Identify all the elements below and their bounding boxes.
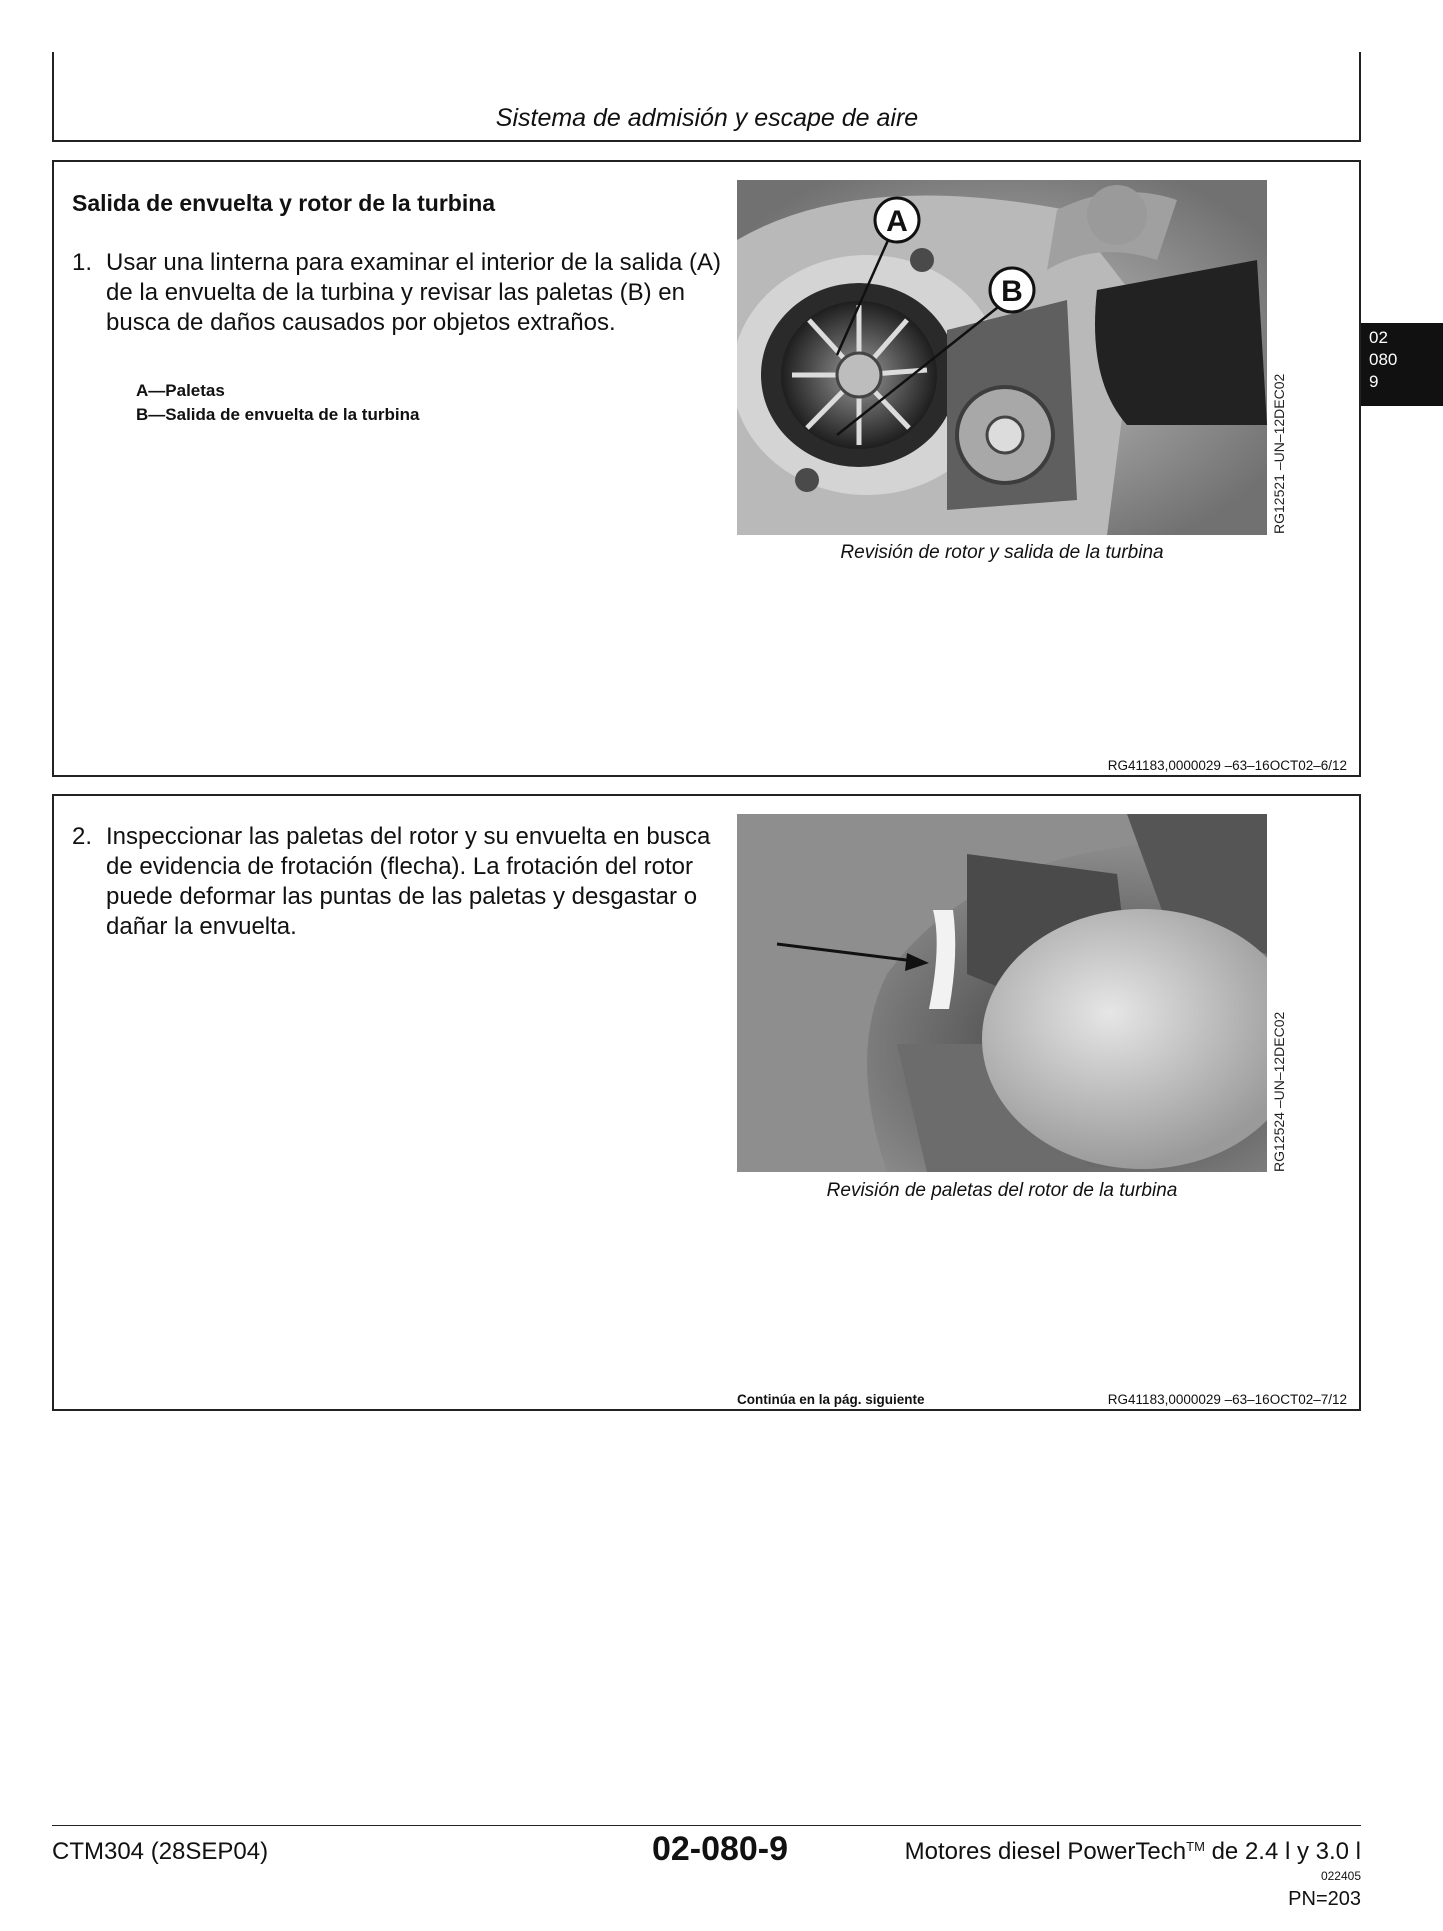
pn-code: PN=203 — [1288, 1888, 1361, 1910]
section-title: Salida de envuelta y rotor de la turbina — [72, 190, 496, 216]
header-rule — [52, 140, 1361, 142]
page-number: 02-080-9 — [651, 1830, 789, 1868]
step-text: Usar una linterna para examinar el interior de la salida (A) de la envuelta de la turbina y revisar las paletas (B) en busca de daños causados por objetos extraños. — [106, 249, 721, 336]
rotor-blades-photo — [737, 814, 1267, 1172]
figure-legend — [136, 379, 419, 427]
procedure-step-2 — [72, 822, 732, 942]
continues-next-page: Continúa en la pág. siguiente — [737, 1392, 925, 1407]
step-text: Inspeccionar las paletas del rotor y su envuelta en busca de evidencia de frotación (flecha). La frotación del rotor puede deformar las puntas de las paletas y desgastar o dañar la envuelta. — [106, 823, 711, 940]
step-number: 1. — [72, 249, 93, 276]
callout-b-label: B — [1001, 275, 1023, 308]
reference-code: RG41183,0000029 –63–16OCT02–6/12 — [1107, 758, 1347, 773]
step-number: 2. — [72, 823, 93, 850]
date-code: 022405 — [1320, 1869, 1361, 1883]
legend-item-a: A—Paletas — [136, 381, 225, 400]
section-tab — [1361, 323, 1443, 406]
manual-code: CTM304 (28SEP04) — [52, 1838, 269, 1865]
rotor-blades-illustration — [737, 814, 1267, 1172]
figure-code: RG12524 –UN–12DEC02 — [1271, 1011, 1287, 1172]
manual-title-suffix: de 2.4 l y 3.0 l — [1204, 1838, 1361, 1865]
reference-code: RG41183,0000029 –63–16OCT02–7/12 — [1107, 1392, 1347, 1407]
turbine-outlet-photo — [737, 180, 1267, 535]
manual-title-text: Motores diesel PowerTech — [904, 1838, 1187, 1865]
turbine-outlet-illustration — [737, 180, 1267, 535]
figure-code: RG12521 –UN–12DEC02 — [1271, 373, 1287, 534]
procedure-step-1 — [72, 248, 732, 338]
section-tab-line: 9 — [1369, 372, 1379, 391]
footer-rule — [52, 1825, 1361, 1826]
figure-caption: Revisión de rotor y salida de la turbina — [840, 542, 1164, 563]
procedure-section-1 — [52, 160, 1361, 777]
manual-title — [905, 1838, 1361, 1866]
legend-item-b: B—Salida de envuelta de la turbina — [136, 405, 420, 424]
callout-a-label: A — [886, 205, 908, 238]
section-tab-line: 02 — [1369, 328, 1388, 347]
section-tab-line: 080 — [1369, 350, 1398, 369]
procedure-section-2 — [52, 794, 1361, 1411]
page-header-title: Sistema de admisión y escape de aire — [495, 104, 919, 132]
figure-caption: Revisión de paletas del rotor de la turbina — [826, 1180, 1178, 1201]
trademark: TM — [1186, 1839, 1205, 1854]
